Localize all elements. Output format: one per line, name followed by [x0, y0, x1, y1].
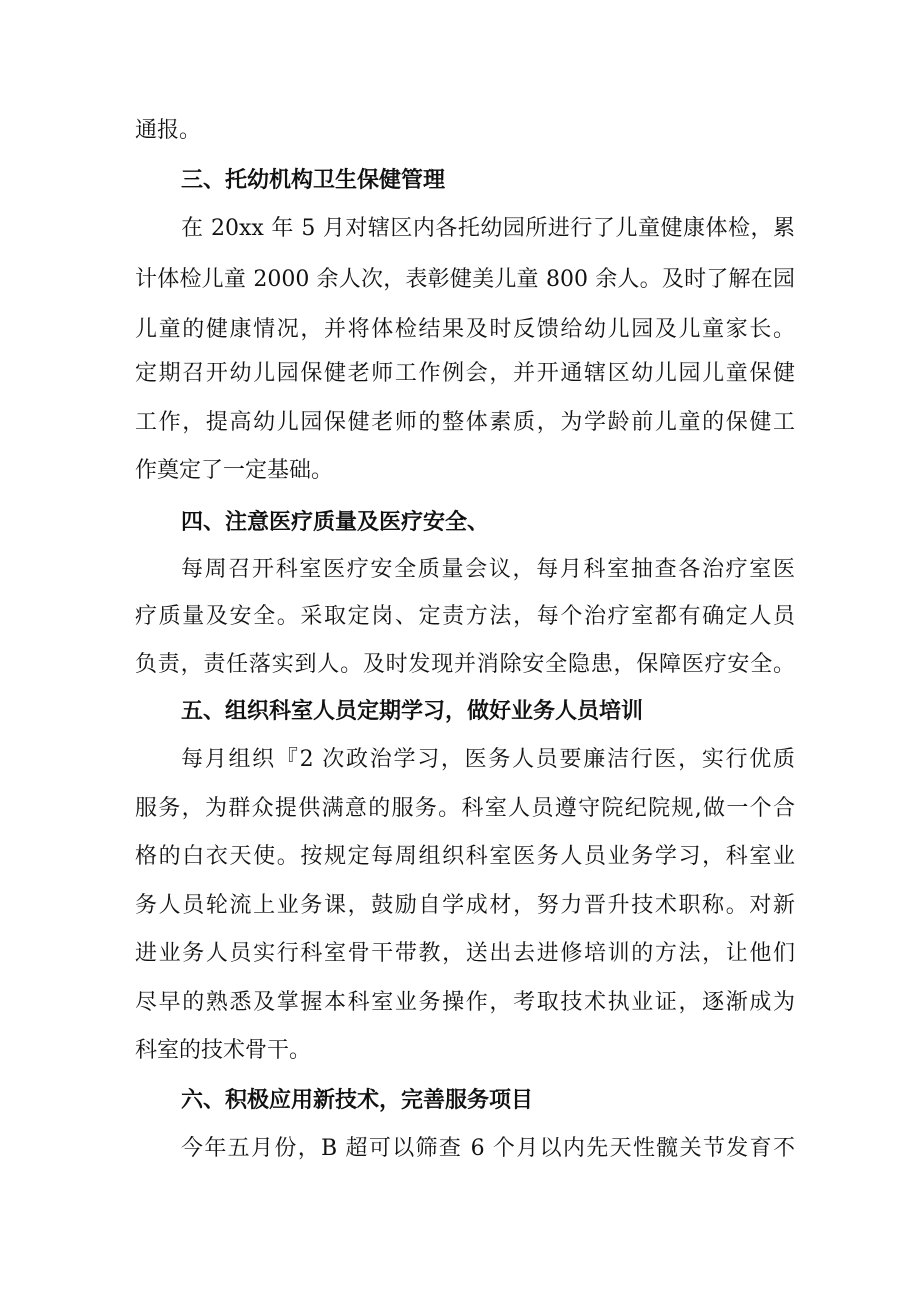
section-heading-4: 四、注意医疗质量及医疗安全、: [181, 510, 490, 535]
paragraph-line: 服务，为群众提供满意的服务。科室人员遵守院纪院规,做一个合: [135, 796, 795, 821]
section-heading-6: 六、积极应用新技术，完善服务项目: [181, 1088, 534, 1113]
paragraph-line: 儿童的健康情况，并将体检结果及时反馈给幼儿园及儿童家长。: [135, 317, 795, 342]
paragraph-line: 在 20xx 年 5 月对辖区内各托幼园所进行了儿童健康体检，累: [181, 216, 795, 241]
paragraph-line: 尽早的熟悉及掌握本科室业务操作，考取技术执业证，逐渐成为: [135, 990, 795, 1015]
paragraph-line: 科室的技术骨干。: [135, 1038, 312, 1063]
paragraph-line: 定期召开幼儿园保健老师工作例会，并开通辖区幼儿园儿童保健: [135, 361, 795, 386]
paragraph-line: 每周召开科室医疗安全质量会议，每月科室抽查各治疗室医: [181, 557, 795, 582]
paragraph-line: 进业务人员实行科室骨干带教，送出去进修培训的方法，让他们: [135, 941, 795, 966]
paragraph-line: 通报。: [135, 118, 202, 143]
paragraph-line: 作奠定了一定基础。: [135, 458, 334, 483]
section-heading-5: 五、组织科室人员定期学习，做好业务人员培训: [181, 699, 644, 724]
paragraph-line: 格的白衣天使。按规定每周组织科室医务人员业务学习，科室业: [135, 844, 795, 869]
paragraph-line: 工作，提高幼儿园保健老师的整体素质，为学龄前儿童的保健工: [135, 410, 795, 435]
paragraph-line: 今年五月份，B 超可以筛查 6 个月以内先天性髋关节发育不: [181, 1136, 795, 1161]
section-heading-3: 三、托幼机构卫生保健管理: [181, 168, 446, 193]
paragraph-line: 计体检儿童 2000 余人次，表彰健美儿童 800 余人。及时了解在园: [135, 267, 795, 292]
paragraph-line: 务人员轮流上业务课，鼓励自学成材，努力晋升技术职称。对新: [135, 893, 795, 918]
paragraph-line: 负责，责任落实到人。及时发现并消除安全隐患，保障医疗安全。: [135, 652, 795, 677]
paragraph-line: 疗质量及安全。采取定岗、定责方法，每个治疗室都有确定人员: [135, 604, 795, 629]
paragraph-line: 每月组织『2 次政治学习，医务人员要廉洁行医，实行优质: [181, 747, 795, 772]
